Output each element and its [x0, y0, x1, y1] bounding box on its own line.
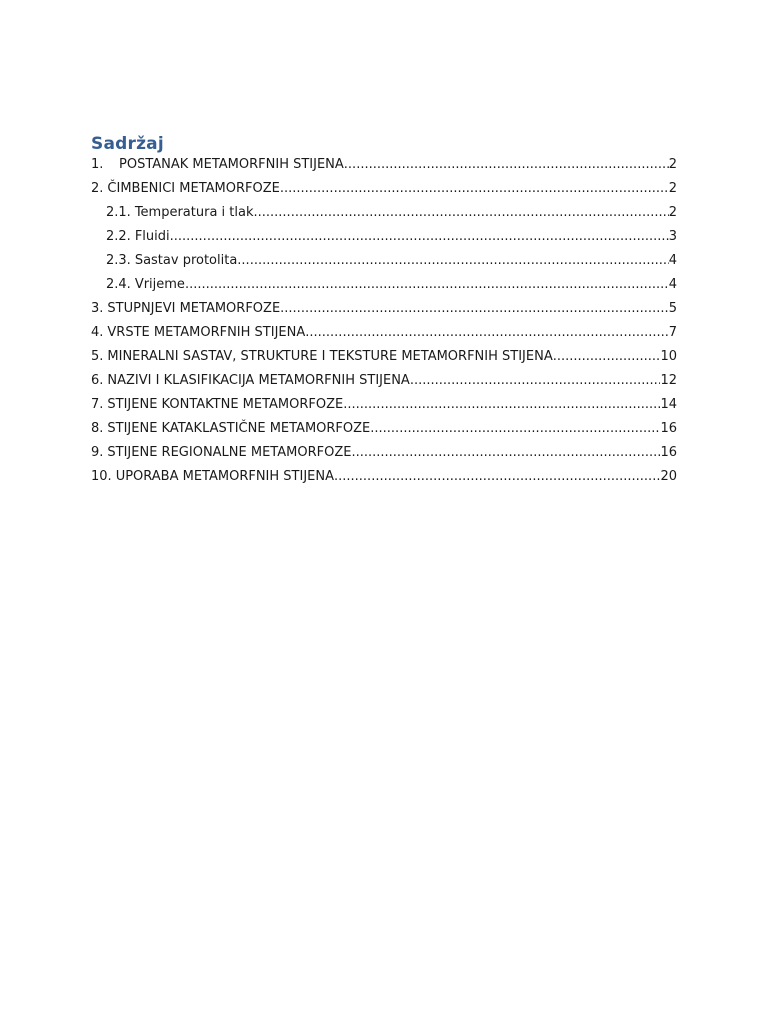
- toc-entry-2-3[interactable]: [91, 249, 677, 273]
- toc-entry-9[interactable]: [91, 441, 677, 465]
- toc-entry-2[interactable]: [91, 177, 677, 201]
- toc-entry-label: Sastav protolita: [134, 253, 238, 268]
- toc-entry-page: 7: [668, 325, 677, 340]
- toc-entry-page: 2: [668, 181, 677, 196]
- toc-dot-leader: [170, 225, 669, 249]
- toc-dot-leader: [351, 441, 660, 465]
- toc-entry-number: 2.4.: [106, 277, 131, 292]
- toc-dot-leader: [370, 417, 660, 441]
- toc-entry-label: ČIMBENICI METAMORFOZE: [107, 181, 280, 196]
- toc-entry-label: POSTANAK METAMORFNIH STIJENA: [119, 157, 344, 172]
- toc-entry-page: 20: [660, 469, 677, 484]
- toc-entry-number: 2.2.: [106, 229, 131, 244]
- toc-entry-label: Temperatura i tlak: [134, 205, 254, 220]
- toc-dot-leader: [344, 155, 669, 175]
- toc-entry-8[interactable]: [91, 417, 677, 441]
- toc-entry-label: STUPNJEVI METAMORFOZE: [107, 301, 281, 316]
- toc-entry-4[interactable]: [91, 321, 677, 345]
- toc-dot-leader: [334, 465, 660, 489]
- toc-entry-3[interactable]: [91, 297, 677, 321]
- toc-entry-page: 4: [668, 277, 677, 292]
- toc-entry-label: Fluidi: [134, 229, 170, 244]
- toc-entry-number: 2.3.: [106, 253, 131, 268]
- toc-entry-label: NAZIVI I KLASIFIKACIJA METAMORFNIH STIJENA: [107, 373, 410, 388]
- toc-entry-page: 4: [668, 253, 677, 268]
- toc-entry-page: 10: [660, 349, 677, 364]
- toc-entry-page: 2: [668, 157, 677, 172]
- toc-entry-label: Vrijeme: [134, 277, 185, 292]
- table-of-contents: [91, 155, 677, 489]
- toc-entry-5[interactable]: [91, 345, 677, 369]
- toc-entry-label: VRSTE METAMORFNIH STIJENA: [107, 325, 306, 340]
- toc-dot-leader: [410, 369, 661, 393]
- toc-dot-leader: [305, 321, 668, 345]
- toc-entry-label: STIJENE REGIONALNE METAMORFOZE: [107, 445, 352, 460]
- toc-entry-1[interactable]: [91, 155, 677, 177]
- toc-heading: Sadržaj: [91, 134, 164, 154]
- toc-dot-leader: [237, 249, 668, 273]
- toc-entry-number: 4.: [91, 325, 104, 340]
- document-page: [91, 133, 677, 489]
- toc-entry-label: STIJENE KONTAKTNE METAMORFOZE: [107, 397, 344, 412]
- toc-entry-number: 8.: [91, 421, 104, 436]
- toc-entry-10[interactable]: [91, 465, 677, 489]
- toc-entry-7[interactable]: [91, 393, 677, 417]
- toc-entry-number: 2.1.: [106, 205, 131, 220]
- toc-dot-leader: [553, 345, 661, 369]
- toc-entry-page: 12: [660, 373, 677, 388]
- toc-entry-2-1[interactable]: [91, 201, 677, 225]
- toc-dot-leader: [280, 177, 669, 201]
- toc-entry-page: 14: [660, 397, 677, 412]
- toc-entry-number: 2.: [91, 181, 104, 196]
- toc-entry-page: 16: [660, 445, 677, 460]
- toc-entry-number: 7.: [91, 397, 104, 412]
- toc-dot-leader: [280, 297, 669, 321]
- toc-dot-leader: [254, 201, 669, 225]
- toc-dot-leader: [185, 273, 669, 297]
- toc-entry-page: 2: [668, 205, 677, 220]
- toc-entry-number: 9.: [91, 445, 104, 460]
- toc-entry-2-4[interactable]: [91, 273, 677, 297]
- toc-entry-2-2[interactable]: [91, 225, 677, 249]
- toc-entry-6[interactable]: [91, 369, 677, 393]
- toc-entry-number: 5.: [91, 349, 104, 364]
- toc-entry-label: UPORABA METAMORFNIH STIJENA: [115, 469, 334, 484]
- toc-entry-number: 3.: [91, 301, 104, 316]
- toc-entry-number: 1.: [91, 157, 104, 172]
- toc-entry-page: 3: [668, 229, 677, 244]
- toc-entry-number: 6.: [91, 373, 104, 388]
- toc-entry-page: 5: [668, 301, 677, 316]
- toc-entry-number: 10.: [91, 469, 112, 484]
- toc-entry-page: 16: [660, 421, 677, 436]
- toc-dot-leader: [343, 393, 660, 417]
- toc-entry-label: STIJENE KATAKLASTIČNE METAMORFOZE: [107, 421, 371, 436]
- toc-entry-label: MINERALNI SASTAV, STRUKTURE I TEKSTURE METAMORFNIH STIJENA: [107, 349, 553, 364]
